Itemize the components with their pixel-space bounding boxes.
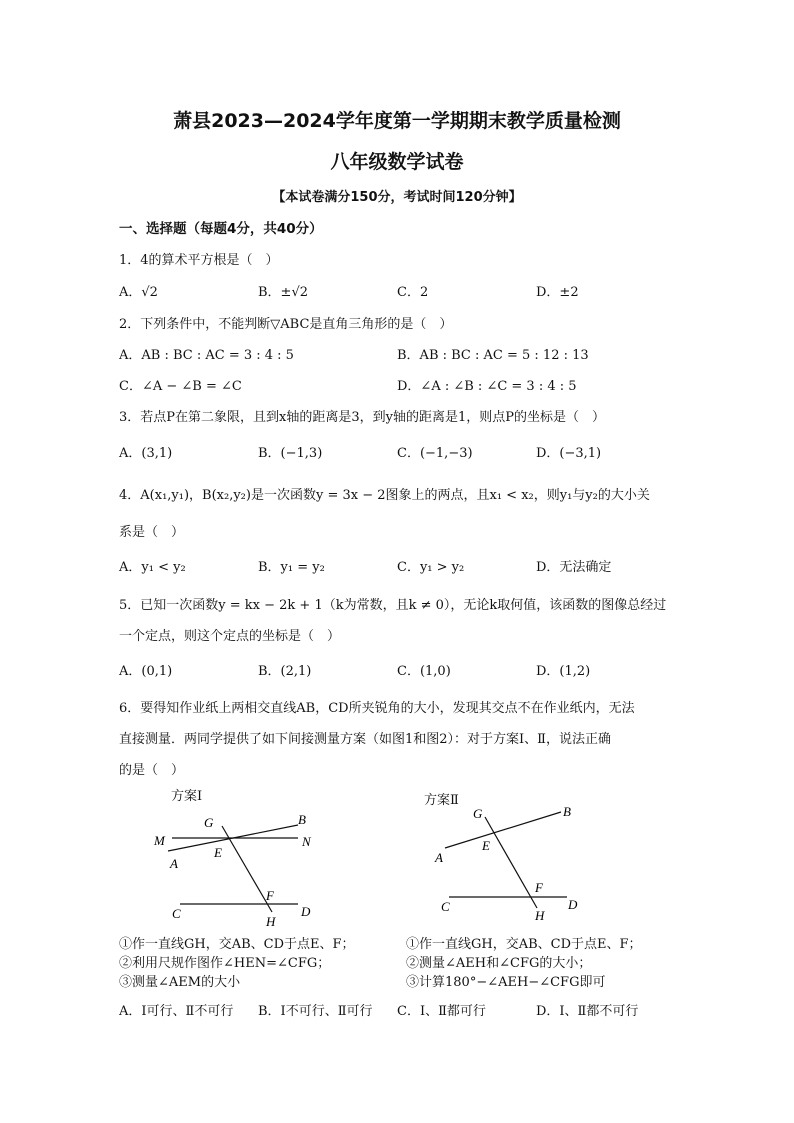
exam-note: 【本试卷满分150分，考试时间120分钟】: [272, 190, 522, 205]
question-4-stem-line2: 系是（ ）: [119, 525, 185, 540]
question-1-stem: 1．4的算术平方根是（ ）: [119, 253, 279, 268]
plan-1-step-1: ①作一直线GH，交AB、CD于点E、F；: [119, 937, 355, 952]
question-5-stem-line1: 5．已知一次函数y = kx − 2k + 1（k为常数，且k ≠ 0），无论k取何值，该函数的图像总经过: [119, 598, 667, 613]
plan-1-step-3: ③测量∠AEM的大小: [119, 975, 241, 990]
q3-option-d: D．(−3,1): [536, 446, 602, 461]
line-gh: [222, 826, 272, 912]
question-6-stem-line2: 直接测量．两同学提供了如下间接测量方案（如图1和图2）：对于方案Ⅰ、Ⅱ，说法正确: [119, 732, 612, 747]
q5-option-d: D．(1,2): [536, 664, 591, 679]
q5-option-c: C．(1,0): [397, 664, 451, 679]
label-h: H: [266, 914, 276, 929]
question-3-stem: 3．若点P在第二象限，且到x轴的距离是3，到y轴的距离是1，则点P的坐标是（ ）: [119, 410, 605, 425]
q6-option-d: D．Ⅰ、Ⅱ都不可行: [536, 1004, 639, 1019]
page-title: 萧县2023—2024学年度第一学期期末教学质量检测: [173, 110, 621, 132]
label-c-2: C: [441, 899, 450, 914]
q6-option-b: B．Ⅰ不可行、Ⅱ可行: [258, 1004, 373, 1019]
label-a: A: [170, 856, 178, 871]
question-4-stem-line1: 4．A(x₁,y₁)，B(x₂,y₂)是一次函数y = 3x − 2图象上的两点，且x₁ < x₂，则y₁与y₂的大小关: [119, 488, 650, 503]
q1-option-b: B．±√2: [258, 285, 309, 300]
q2-option-b: B．AB : BC : AC = 5 : 12 : 13: [397, 348, 589, 363]
plan-2-step-2: ②测量∠AEH和∠CFG的大小；: [406, 956, 592, 971]
q1-option-a: A．√2: [119, 285, 158, 300]
label-e-2: E: [482, 838, 490, 853]
label-e: E: [214, 845, 222, 860]
label-h-2: H: [535, 908, 545, 923]
q1-option-c: C．2: [397, 285, 429, 300]
plan-2-title: 方案Ⅱ: [424, 793, 459, 808]
q4-option-a: A．y₁ < y₂: [119, 560, 186, 575]
q3-option-b: B．(−1,3): [258, 446, 323, 461]
q3-option-c: C．(−1,−3): [397, 446, 473, 461]
q6-option-a: A．Ⅰ可行、Ⅱ不可行: [119, 1004, 234, 1019]
q2-option-a: A．AB : BC : AC = 3 : 4 : 5: [119, 348, 294, 363]
label-c: C: [172, 906, 181, 921]
q2-option-d: D．∠A : ∠B : ∠C = 3 : 4 : 5: [397, 379, 577, 394]
question-6-stem-line3: 的是（ ）: [119, 763, 185, 778]
question-6-stem-line1: 6．要得知作业纸上两相交直线AB，CD所夹锐角的大小，发现其交点不在作业纸内，无法: [119, 701, 635, 716]
label-b: B: [298, 812, 306, 827]
label-d: D: [301, 904, 311, 919]
label-g: G: [204, 815, 214, 830]
q2-option-c: C．∠A − ∠B = ∠C: [119, 379, 242, 394]
q4-option-c: C．y₁ > y₂: [397, 560, 465, 575]
q6-option-c: C．Ⅰ、Ⅱ都可行: [397, 1004, 486, 1019]
question-5-stem-line2: 一个定点，则这个定点的坐标是（ ）: [119, 629, 341, 644]
plan-2-step-3: ③计算180°−∠AEH−∠CFG即可: [406, 975, 606, 990]
question-2-stem: 2．下列条件中，不能判断▽ABC是直角三角形的是（ ）: [119, 317, 453, 332]
q1-option-d: D．±2: [536, 285, 579, 300]
q4-option-b: B．y₁ = y₂: [258, 560, 325, 575]
plan-1-step-2: ②利用尺规作图作∠HEN=∠CFG；: [119, 956, 331, 971]
page-subtitle: 八年级数学试卷: [330, 151, 464, 173]
label-g-2: G: [473, 806, 483, 821]
label-n: N: [302, 834, 311, 849]
plan-2-step-1: ①作一直线GH，交AB、CD于点E、F；: [406, 937, 642, 952]
label-f-2: F: [535, 880, 543, 895]
q4-option-d: D．无法确定: [536, 560, 612, 575]
label-a-2: A: [435, 850, 443, 865]
label-f: F: [266, 888, 274, 903]
q3-option-a: A．(3,1): [119, 446, 173, 461]
label-b-2: B: [563, 804, 571, 819]
line-gh-2: [485, 817, 537, 908]
q5-option-b: B．(2,1): [258, 664, 312, 679]
line-ab-2: [445, 812, 561, 848]
label-d-2: D: [568, 897, 578, 912]
section-heading: 一、选择题（每题4分，共40分）: [119, 221, 323, 237]
q5-option-a: A．(0,1): [119, 664, 173, 679]
label-m: M: [154, 833, 165, 848]
plan-1-title: 方案Ⅰ: [171, 789, 203, 804]
